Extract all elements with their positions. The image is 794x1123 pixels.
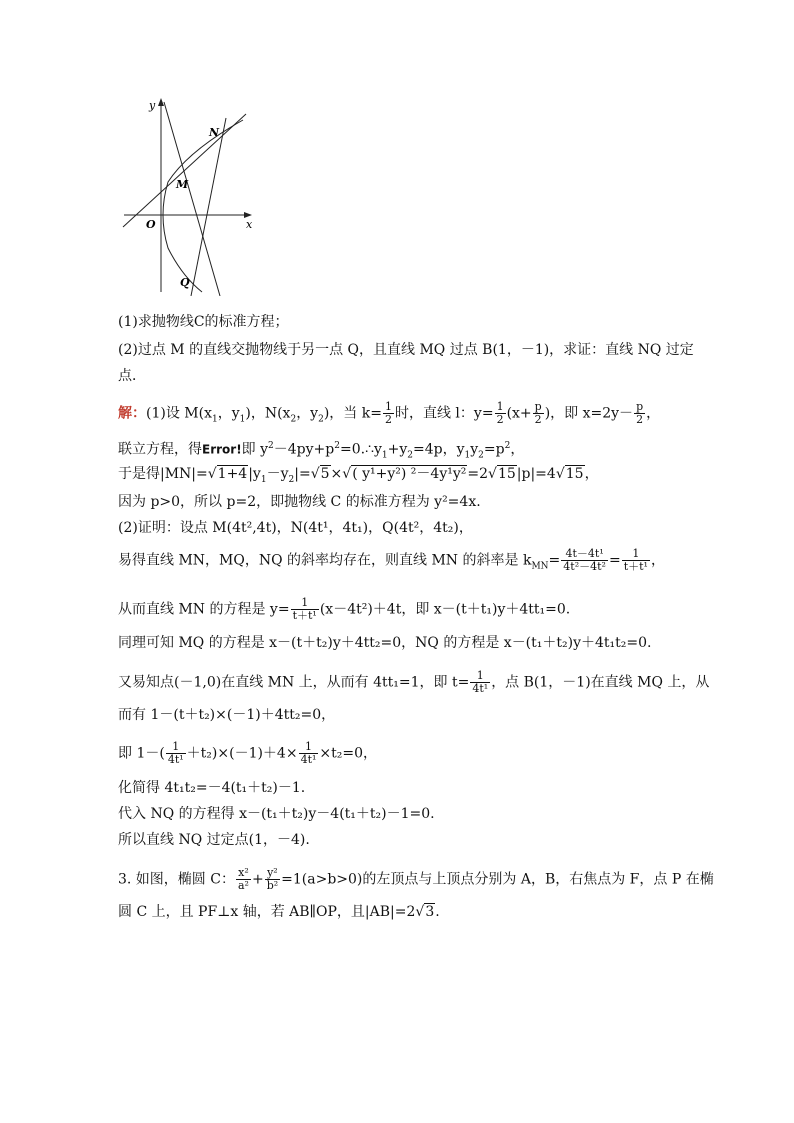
text: ，点 B(1，－1)在直线 MQ 上，从 — [491, 674, 710, 691]
sqrt: 15 — [565, 466, 584, 482]
problem3-line1 — [118, 867, 714, 892]
text: ， — [584, 466, 599, 482]
text: 又易知点(－1,0)在直线 MN 上，从而有 4tt₁=1，即 t= — [118, 674, 470, 691]
sub: 2 — [318, 414, 324, 425]
sqrt: 3 — [425, 904, 435, 920]
fraction-half: $\frac{1}{2}$ — [384, 400, 392, 426]
text: 3. 如图，椭圆 C： — [118, 871, 235, 888]
sqrt: 1+4 — [217, 466, 248, 482]
fraction: $\frac{1}{\text{t＋t¹}}$ — [623, 547, 648, 573]
text: ×t₂=0， — [319, 745, 378, 762]
sup: 2 — [268, 441, 274, 451]
text: =1(a>b>0)的左顶点与上顶点分别为 A，B，右焦点为 F，点 P 在椭 — [281, 871, 714, 888]
fraction-half: $\frac{1}{2}$ — [496, 400, 504, 426]
sqrt: 5 — [320, 466, 330, 482]
solution-line-8: 同理可知 MQ 的方程是 x－(t＋t₂)y＋4tt₂=0，NQ 的方程是 x－(t₁＋t₂)y＋4t₁t₂=0. — [118, 635, 652, 651]
sub: 1 — [211, 414, 218, 425]
y-axis-arrow — [158, 98, 164, 106]
text: (x+ — [506, 405, 532, 422]
label-origin: O — [146, 218, 156, 231]
solution-line-10: 而有 1－(t＋t₂)×(－1)＋4tt₂=0， — [118, 707, 336, 723]
sub: 2 — [478, 450, 484, 461]
line-nq — [191, 118, 226, 296]
problem-q2-line2: 点． — [118, 368, 146, 384]
text: )，即 x=2y－ — [544, 405, 634, 422]
text: |p|=4 — [516, 466, 556, 482]
fraction: $\frac{1}{\text{t＋t¹}}$ — [292, 596, 317, 622]
solution-line-3: 于是得$|MN|=√1+4|y_1-y_2|=√5\times√$( y¹+y²) ²－4y¹y²=2√15|p|=4√15， — [118, 466, 599, 485]
label-m: M — [176, 178, 189, 191]
problem-q1: (1)求抛物线C的标准方程； — [118, 314, 289, 330]
text: ， — [650, 552, 665, 569]
text: |= — [294, 466, 311, 482]
text: =p — [483, 441, 505, 458]
label-n: N — [209, 126, 220, 139]
text: ，y — [217, 405, 240, 422]
solution-line-9 — [118, 670, 709, 695]
text: (x－4t²)＋4t，即 x－(t＋t₁)y＋4tt₁=0. — [319, 601, 571, 618]
parabola-curve — [163, 120, 243, 292]
text: －y — [266, 466, 289, 482]
fraction: $\frac{1}{\text{4t¹}}$ — [472, 669, 489, 695]
text: )，N(x — [245, 405, 291, 422]
text: |y — [248, 466, 261, 482]
text: )，当 k= — [323, 405, 382, 422]
text: ＋t₂)×(－1)＋4× — [186, 745, 298, 762]
label-x: x — [246, 218, 253, 231]
sub: 2 — [288, 474, 295, 485]
solution-line-1 — [118, 401, 660, 428]
text: 圆 C 上，且 PF⊥x 轴，若 AB∥OP，且|AB|=2 — [118, 904, 416, 920]
text: ， — [646, 405, 661, 422]
sqrt: 15 — [497, 466, 516, 482]
text: ， — [510, 441, 525, 458]
text: ，y — [296, 405, 319, 422]
solution-line-14: 所以直线 NQ 过定点(1，－4). — [118, 832, 310, 848]
text: 即 y — [241, 441, 269, 458]
solution-label: 解： — [118, 405, 146, 422]
label-y: y — [149, 99, 156, 112]
text: + — [251, 871, 264, 888]
sub: 2 — [407, 450, 413, 461]
text: y — [470, 441, 479, 458]
solution-line-5: (2)证明：设点 M(4t²,4t)，N(4t¹，4t₁)，Q(4t²，4t₂)， — [118, 520, 473, 536]
problem-q2-line1: (2)过点 M 的直线交抛物线于另一点 Q，且直线 MQ 过点 B(1，－1)，求证：直线 NQ 过定 — [118, 342, 694, 358]
line-mn — [123, 114, 246, 227]
fraction: $\frac{1}{\text{4t¹}}$ — [300, 740, 317, 766]
text: (1)设 M(x — [146, 405, 212, 422]
sub: 1 — [239, 414, 246, 425]
sub: MN — [531, 561, 549, 572]
text: +y — [387, 441, 408, 458]
solution-line-6 — [118, 548, 665, 575]
text: . — [435, 904, 440, 920]
text: 易得直线 MN，MQ，NQ 的斜率均存在，则直线 MN 的斜率是 k — [118, 552, 532, 569]
sub: 1 — [464, 450, 471, 461]
text: =0.∴y — [339, 441, 382, 458]
text: －4py+p — [273, 441, 335, 458]
fraction: $\frac{\text{4t－4t¹}}{\text{4t²－4t²}}$ — [563, 547, 606, 573]
solution-line-13: 代入 NQ 的方程得 x－(t₁＋t₂)y－4(t₁＋t₂)－1=0. — [118, 806, 435, 822]
text: 从而直线 MN 的方程是 y= — [118, 601, 290, 618]
fraction-p-2: $\frac{p}{2}$ — [636, 400, 644, 426]
label-q: Q — [180, 276, 190, 289]
parabola-figure — [118, 96, 258, 296]
solution-line-7 — [118, 597, 570, 622]
text: 即 1－( — [118, 745, 165, 762]
fraction-p-2: $\frac{p}{2}$ — [534, 400, 542, 426]
sub: 1 — [260, 474, 267, 485]
error-marker: Error! — [202, 442, 242, 457]
sup: 2 — [504, 441, 511, 451]
text: =4p，y — [413, 441, 465, 458]
text: =2 — [467, 466, 489, 482]
text: 时，直线 l：y= — [394, 405, 494, 422]
sub: 1 — [381, 450, 388, 461]
problem3-line2: 圆 C 上，且 PF⊥x 轴，若 AB∥OP，且|AB|=2√3. — [118, 904, 440, 920]
text: 联立方程，得 — [118, 441, 202, 458]
solution-line-11 — [118, 741, 377, 766]
fraction: $\frac{\text{y²}}{\text{b²}}$ — [266, 866, 279, 892]
fraction: $\frac{1}{\text{4t¹}}$ — [167, 740, 184, 766]
text: = — [608, 552, 621, 569]
solution-line-2 — [118, 437, 524, 464]
sub: 2 — [290, 414, 297, 425]
sqrt: ( y¹+y²) ²－4y¹y² — [352, 466, 467, 482]
text: 于是得|MN|= — [118, 466, 208, 482]
text: × — [330, 466, 343, 482]
sup: 2 — [334, 441, 340, 451]
fraction: $\frac{\text{x²}}{\text{a²}}$ — [237, 866, 249, 892]
solution-line-4: 因为 p>0，所以 p=2，即抛物线 C 的标准方程为 y²=4x. — [118, 494, 481, 510]
solution-line-12: 化简得 4t₁t₂=－4(t₁＋t₂)－1. — [118, 780, 306, 796]
text: = — [548, 552, 561, 569]
